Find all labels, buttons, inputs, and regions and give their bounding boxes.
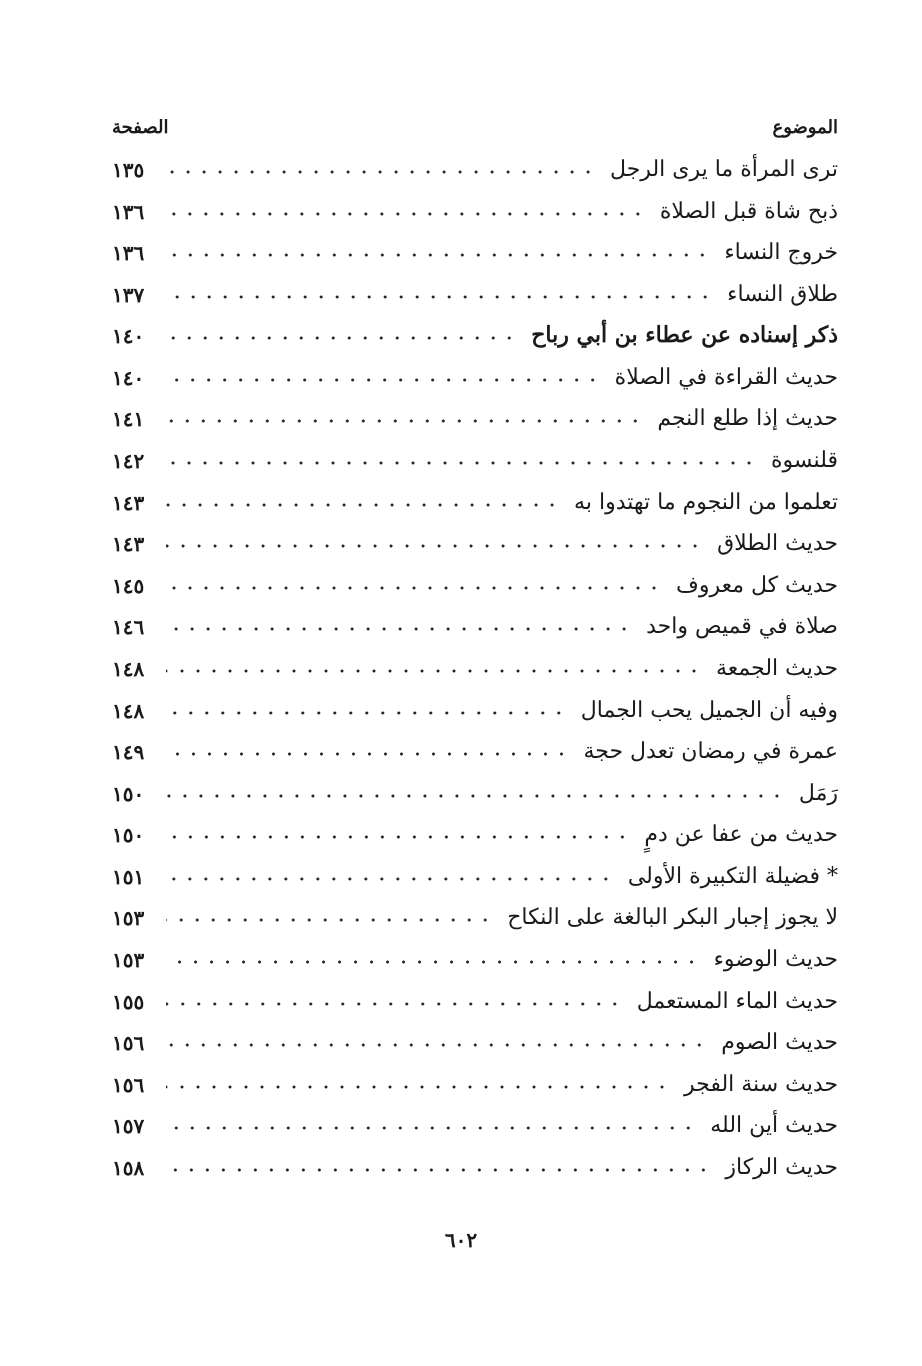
toc-entry-title: ذبح شاة قبل الصلاة — [659, 198, 838, 224]
dot-leader — [166, 900, 493, 924]
toc-entry-page: ١٣٦ — [112, 199, 145, 224]
toc-entry — [112, 269, 838, 307]
toc-entry-title: حديث إذا طلع النجم — [657, 406, 838, 432]
dot-leader — [166, 1025, 707, 1049]
dot-leader — [166, 568, 662, 592]
toc-entry-page: ١٤٨ — [112, 656, 145, 681]
toc-entry-title: طلاق النساء — [727, 281, 838, 307]
toc-entry — [112, 186, 838, 224]
dot-leader — [166, 360, 601, 384]
toc-entry-title: حديث كل معروف — [676, 572, 838, 598]
toc-entry — [112, 726, 838, 764]
topic-column-label: الموضوع — [772, 116, 838, 138]
toc-entry-page: ١٥٣ — [112, 947, 145, 972]
toc-entry-page: ١٥٨ — [112, 1155, 145, 1180]
toc-entry-page: ١٤٣ — [112, 532, 145, 557]
toc-entry-title: * فضيلة التكبيرة الأولى — [627, 863, 838, 889]
toc-entry — [112, 1100, 838, 1138]
toc-entry-page: ١٤٣ — [112, 490, 145, 515]
dot-leader — [166, 693, 567, 717]
toc-entry — [112, 643, 838, 681]
dot-leader — [166, 1108, 696, 1132]
toc-entry-title: خروج النساء — [724, 240, 838, 266]
page-number: ٦٠٢ — [444, 1228, 478, 1252]
toc-entry-page: ١٥١ — [112, 864, 145, 889]
toc-entry-title: رَمَل — [798, 780, 838, 806]
dot-leader — [166, 277, 713, 301]
toc-entry-title: تعلموا من النجوم ما تهتدوا به — [574, 489, 838, 515]
toc-entry-page: ١٥٦ — [112, 1031, 145, 1056]
toc-entry-title: لا يجوز إجبار البكر البالغة على النكاح — [507, 905, 838, 931]
toc-entry-page: ١٤١ — [112, 407, 145, 432]
dot-leader — [166, 401, 643, 425]
toc-entry — [112, 601, 838, 639]
toc-entry — [112, 477, 838, 515]
dot-leader — [166, 651, 702, 675]
dot-leader — [166, 984, 623, 1008]
dot-leader — [166, 776, 785, 800]
toc-entry — [112, 352, 838, 390]
dot-leader — [166, 194, 646, 218]
toc-entry — [112, 144, 838, 182]
toc-entry-title: حديث أين الله — [710, 1113, 838, 1139]
toc-entry — [112, 1017, 838, 1055]
toc-header — [112, 112, 838, 142]
toc-entry-page: ١٣٥ — [112, 158, 145, 182]
toc-entry — [112, 227, 838, 265]
toc-entry-page: ١٣٦ — [112, 241, 145, 266]
toc-entry-page: ١٤٢ — [112, 449, 145, 474]
toc-entry-page: ١٤٨ — [112, 698, 145, 723]
toc-entry — [112, 1059, 838, 1097]
toc-entry-page: ١٣٧ — [112, 282, 145, 307]
toc-entry-title: حديث الطلاق — [717, 531, 838, 557]
toc-entry-title: ذكر إسناده عن عطاء بن أبي رباح — [531, 322, 838, 349]
toc-entry-page: ١٤٩ — [112, 740, 145, 765]
toc-entry — [112, 851, 838, 889]
toc-entry-page: ١٥٠ — [112, 823, 145, 848]
toc-entry-title: حديث القراءة في الصلاة — [614, 364, 838, 390]
toc-entry — [112, 1142, 838, 1180]
toc-entry-title: حديث الماء المستعمل — [636, 988, 838, 1014]
toc-entry-title: عمرة في رمضان تعدل حجة — [583, 739, 838, 765]
toc-entry — [112, 934, 838, 972]
toc-entry-page: ١٥٧ — [112, 1114, 145, 1139]
toc-entry-page: ١٤٦ — [112, 615, 145, 640]
toc-entry-title: حديث الصوم — [721, 1030, 838, 1056]
toc-entry — [112, 435, 838, 473]
toc-entry — [112, 976, 838, 1014]
dot-leader — [166, 734, 569, 758]
toc-entry — [112, 518, 838, 556]
toc-entry — [112, 560, 838, 598]
toc-entry-page: ١٥٠ — [112, 781, 145, 806]
toc-entry-page: ١٤٠ — [112, 324, 145, 349]
toc-list — [112, 144, 838, 1180]
toc-entry-title: وفيه أن الجميل يحب الجمال — [580, 697, 838, 723]
toc-entry-title: حديث الجمعة — [715, 655, 838, 681]
toc-entry — [112, 393, 838, 431]
dot-leader — [166, 942, 700, 966]
dot-leader — [166, 859, 614, 883]
dot-leader — [166, 526, 703, 550]
dot-leader — [166, 485, 560, 509]
toc-entry-page: ١٤٠ — [112, 365, 145, 390]
toc-entry — [112, 768, 838, 806]
toc-entry — [112, 809, 838, 847]
toc-entry-title: حديث الوضوء — [713, 946, 838, 972]
toc-entry-page: ١٥٥ — [112, 989, 145, 1014]
toc-entry-title: صلاة في قميص واحد — [646, 614, 838, 640]
toc-entry-title: حديث الركاز — [725, 1154, 838, 1180]
toc-entry — [112, 310, 838, 348]
dot-leader — [166, 235, 710, 259]
dot-leader — [166, 609, 632, 633]
dot-leader — [166, 817, 630, 841]
toc-entry-title: حديث من عفا عن دمٍ — [644, 822, 838, 848]
dot-leader — [166, 1150, 711, 1174]
toc-entry — [112, 685, 838, 723]
dot-leader — [166, 1067, 670, 1091]
page-column-label: الصفحة — [112, 116, 169, 138]
toc-entry-title: قلنسوة — [771, 448, 838, 474]
dot-leader — [166, 318, 517, 342]
dot-leader — [166, 443, 757, 467]
toc-entry-page: ١٥٦ — [112, 1072, 145, 1097]
dot-leader — [166, 152, 596, 176]
toc-entry-page: ١٥٣ — [112, 906, 145, 931]
toc-entry-title: حديث سنة الفجر — [683, 1071, 838, 1097]
toc-entry — [112, 892, 838, 930]
toc-entry-title: ترى المرأة ما يرى الرجل — [610, 157, 838, 182]
toc-entry-page: ١٤٥ — [112, 573, 145, 598]
